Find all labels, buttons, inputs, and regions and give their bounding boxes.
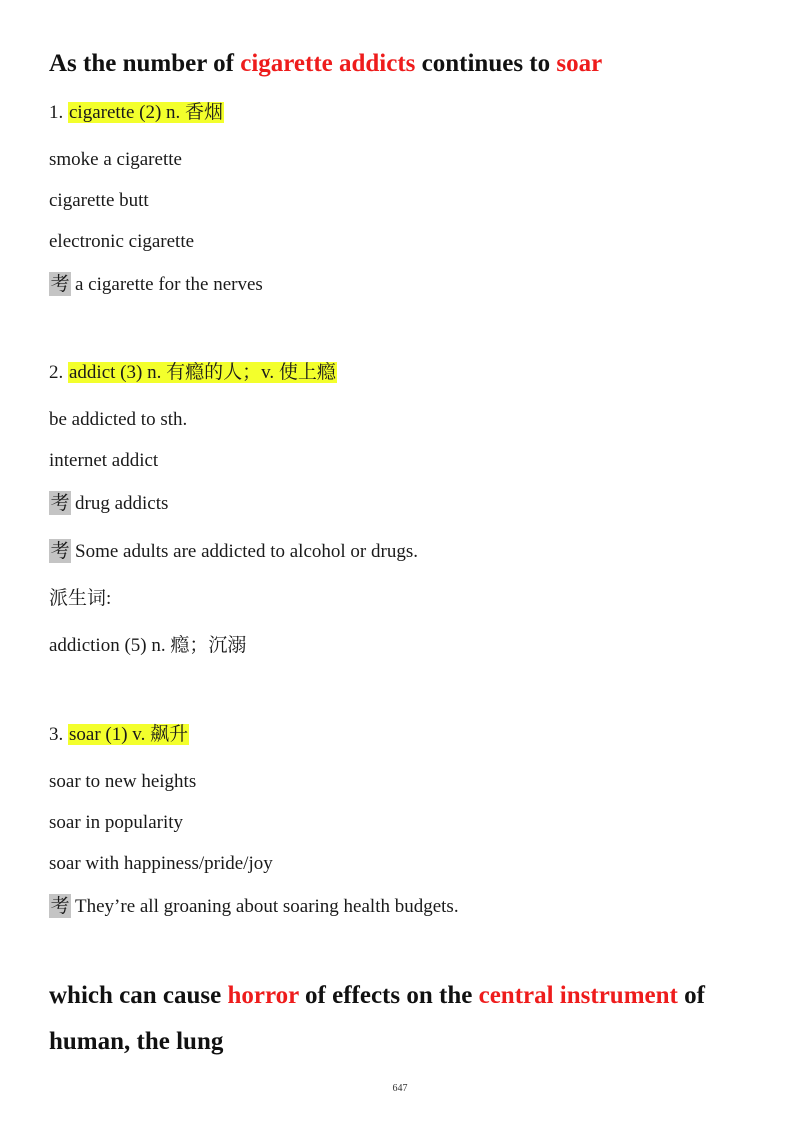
exam-example-text: They’re all groaning about soaring health budgets. [75, 896, 459, 917]
exam-marker: 考 [50, 273, 70, 295]
heading-keyword: central instrument [478, 982, 678, 1009]
exam-example-text: Some adults are addicted to alcohol or drugs. [75, 541, 418, 562]
exam-marker: 考 [50, 895, 70, 917]
entry-number: 2. [49, 362, 68, 383]
example-line: internet addict [49, 450, 159, 471]
exam-example-line [49, 539, 418, 564]
exam-example-line [49, 272, 263, 297]
heading-text: of [677, 982, 705, 1009]
example-line: be addicted to sth. [49, 409, 188, 430]
exam-example-text: a cigarette for the nerves [75, 274, 263, 295]
entry-1-title [49, 101, 224, 125]
heading-keyword: soar [556, 50, 603, 77]
section-heading-1 [49, 50, 602, 78]
entry-3-title [49, 723, 189, 747]
example-line: soar with happiness/pride/joy [49, 853, 273, 874]
exam-example-text: drug addicts [75, 493, 169, 514]
heading-text: continues to [415, 50, 557, 77]
page-number: 647 [392, 1083, 408, 1094]
entry-headword: cigarette (2) n. 香烟 [69, 102, 224, 123]
derivative-line: addiction (5) n. 瘾；沉溺 [49, 635, 247, 656]
example-line: electronic cigarette [49, 231, 195, 252]
example-line: soar in popularity [49, 812, 184, 833]
entry-headword: soar (1) v. 飙升 [69, 724, 189, 745]
exam-example-line [49, 894, 459, 919]
entry-headword: addict (3) n. 有瘾的人；v. 使上瘾 [69, 362, 336, 383]
heading-keyword: cigarette addicts [240, 50, 416, 77]
entry-number: 1. [49, 102, 68, 123]
heading-keyword: horror [227, 982, 299, 1009]
exam-marker: 考 [50, 540, 70, 562]
exam-marker: 考 [50, 492, 70, 514]
section-heading-2-line-2: human, the lung [49, 1028, 224, 1055]
entry-2-title [49, 361, 337, 385]
derivative-label: 派生词: [49, 588, 112, 609]
example-line: smoke a cigarette [49, 149, 182, 170]
example-line: soar to new heights [49, 771, 197, 792]
section-heading-2 [49, 982, 705, 1010]
exam-example-line [49, 491, 168, 516]
heading-text: which can cause [49, 982, 228, 1009]
heading-text: As the number of [49, 50, 241, 77]
entry-number: 3. [49, 724, 68, 745]
heading-text: of effects on the [298, 982, 479, 1009]
example-line: cigarette butt [49, 190, 149, 211]
